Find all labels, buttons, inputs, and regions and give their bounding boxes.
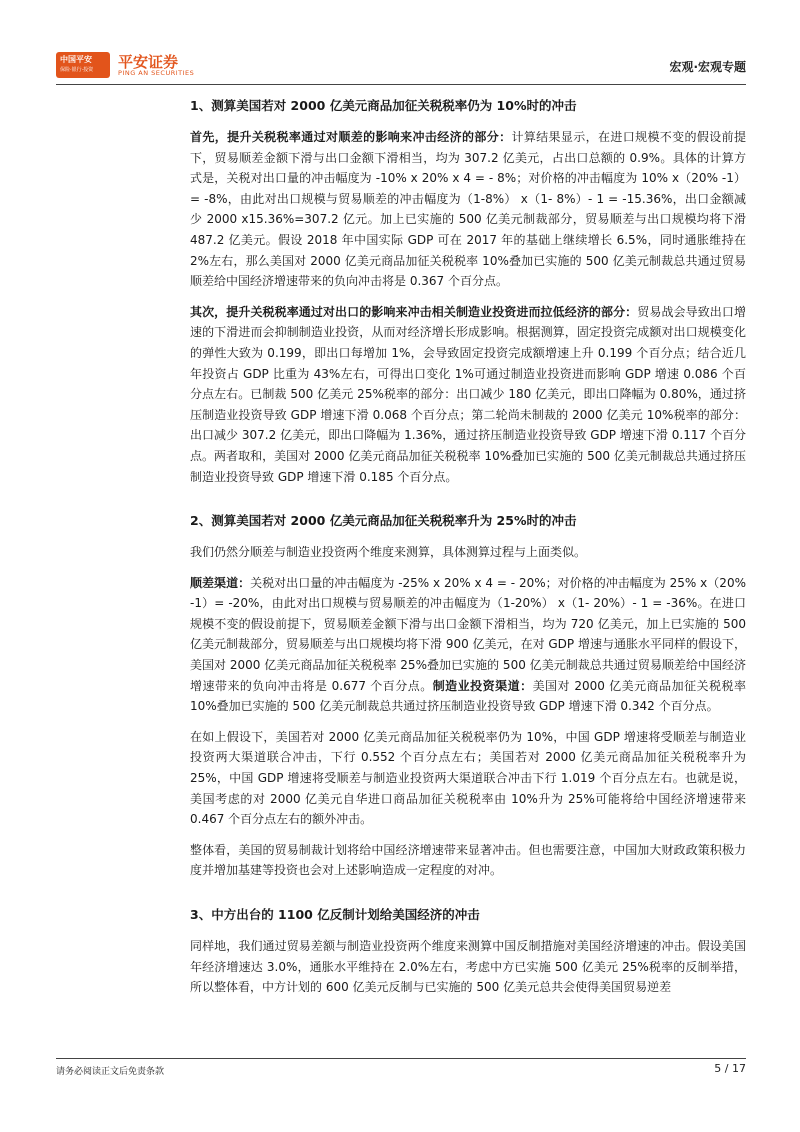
section-1-p2-body: 贸易战会导致出口增速的下滑进而会抑制制造业投资，从而对经济增长形成影响。根据测算，固定投资完成额对出口规模变化的弹性大致为 0.199，即出口每增加 1%，会导致固定投资完成额增速上升 0.199 个百分点；结合近几年投资占 GDP 比重为 43%左右，可得出口变化 1%可通过制造业投资进而影响 GDP 增速 0.086 个百分点左右。已制裁 500 亿美元 25%税率的部分：出口减少 180 亿美元，即出口降幅为 0.80%，通过挤压制造业投资导致 GDP 增速下滑 0.068 个百分点；第二轮尚未制裁的 2000 亿美元 10%税率的部分：出口减少 307.2 亿美元，即出口降幅为 1.36%，通过挤压制造业投资导致 GDP 增速下滑 0.117 个百分点。两者取和，美国对 2000 亿美元商品加征关税税率 10%叠加已实施的 500 亿美元制裁总共通过挤压制造业投资导致 GDP 增速下滑 0.185 个百分点。 — [190, 304, 746, 484]
section-3-title: 3、中方出台的 1100 亿反制计划给美国经济的冲击 — [190, 907, 480, 922]
section-1-paragraph-2 — [190, 302, 746, 487]
section-1-paragraph-1 — [190, 127, 746, 292]
logo-group-tagline: 保险·银行·投资 — [60, 67, 94, 73]
header-divider — [56, 84, 746, 85]
report-section-label: 宏观·宏观专题 — [669, 60, 746, 74]
section-1-p2-lead: 其次，提升关税税率通过对出口的影响来冲击相关制造业投资进而拉低经济的部分： — [190, 304, 638, 319]
section-3-paragraph-1: 同样地，我们通过贸易差额与制造业投资两个维度来测算中国反制措施对美国经济增速的冲击。假设美国年经济增速达 3.0%，通胀水平维持在 2.0%左右，考虑中方已实施 500 亿美元 25%税率的反制举措，所以整体看，中方计划的 600 亿美元反制与已实施的 500 亿美元总共会使得美国贸易逆差 — [190, 939, 746, 995]
pingan-group-logo — [56, 52, 110, 78]
section-1-p1-lead: 首先，提升关税税率通过对顺差的影响来冲击经济的部分： — [190, 130, 512, 144]
section-2-p2-lead-2: 制造业投资渠道： — [432, 678, 533, 693]
section-2-title: 2、测算美国若对 2000 亿美元商品加征关税税率升为 25%时的冲击 — [190, 513, 577, 529]
section-2-paragraph-1: 我们仍然分顺差与制造业投资两个维度来测算，具体测算过程与上面类似。 — [190, 545, 587, 560]
section-2-p2-body-2: 美国对 2000 亿美元商品加征关税税率 10%叠加已实施的 500 亿美元制裁总共通过挤压制造业投资导致 GDP 增速下滑 0.342 个百分点。 — [190, 678, 747, 714]
footer-divider — [56, 1058, 746, 1059]
section-2-paragraph-4: 整体看，美国的贸易制裁计划将给中国经济增速带来显著冲击。但也需要注意，中国加大财政政策积极力度并增加基建等投资也会对上述影响造成一定程度的对冲。 — [190, 842, 746, 878]
brand-name: 平安证券 — [118, 53, 179, 71]
section-1-title: 1、测算美国若对 2000 亿美元商品加征关税税率仍为 10%时的冲击 — [190, 98, 577, 113]
section-2-paragraph-3: 在如上假设下，美国若对 2000 亿美元商品加征关税税率仍为 10%，中国 GDP 增速将受顺差与制造业投资两大渠道联合冲击，下行 0.552 个百分点左右；美国若对 2000 亿美元商品加征关税税率升为 25%，中国 GDP 增速将受顺差与制造业投资两大渠道联合冲击下行 1.019 个百分点左右。也就是说，美国考虑的对 2000 亿美元自华进口商品加征关税税率由 10%升为 25%可能将给中国经济增速带来 0.467 个百分点左右的额外冲击。 — [190, 729, 746, 827]
brand-english-name: PING AN SECURITIES — [118, 69, 195, 77]
page-header — [56, 52, 746, 80]
section-2-p2-lead-1: 顺差渠道： — [190, 575, 251, 590]
report-body — [190, 96, 746, 1008]
disclaimer-note: 请务必阅读正文后免责条款 — [56, 1067, 165, 1077]
section-1-p1-body: 计算结果显示，在进口规模不变的假设前提下，贸易顺差金额下滑与出口金额下滑相当，均为 307.2 亿美元，占出口总额的 0.9%。具体的计算方式是，关税对出口量的冲击幅度为 -10% x 20% x 4 = - 8%；对价格的冲击幅度为 10% x（20% -1）= -8%，由此对出口规模与贸易顺差的冲击幅度为（1-8%） x（1- 8%）- 1 = -15.36%，出口金额减少 2000 x15.36%=307.2 亿元。加上已实施的 500 亿美元制裁部分，贸易顺差与出口规模均将下滑 487.2 亿美元。假设 2018 年中国实际 GDP 可在 2017 年的基础上继续增长 6.5%，同时通胀维持在 2%左右，那么美国对 2000 亿美元商品加征关税税率 10%叠加已实施的 500 亿美元制裁总共通过贸易顺差给中国经济增速带来的负向冲击将是 0.367 个百分点。 — [190, 130, 746, 289]
section-2-paragraph-2 — [190, 573, 746, 717]
logo-group-name: 中国平安 — [60, 55, 92, 64]
page-number: 5 / 17 — [714, 1062, 746, 1075]
section-2-p2-body-1: 关税对出口量的冲击幅度为 -25% x 20% x 4 = - 20%；对价格的冲击幅度为 25% x（20% -1）= -20%，由此对出口规模与贸易顺差的冲击幅度为（1-20%） x（1- 20%）- 1 = -36%。在进口规模不变的假设前提下，贸易顺差金额下滑与出口金额下滑相当，均为 720 亿美元，加上已实施的 500 亿美元制裁部分，贸易顺差与出口规模均将下滑 900 亿美元，在对 GDP 增速与通胀水平同样的假设下，美国对 2000 亿美元商品加征关税税率 25%叠加已实施的 500 亿美元制裁总共通过贸易顺差给中国经济增速带来的负向冲击将是 0.677 个百分点。 — [190, 575, 746, 693]
